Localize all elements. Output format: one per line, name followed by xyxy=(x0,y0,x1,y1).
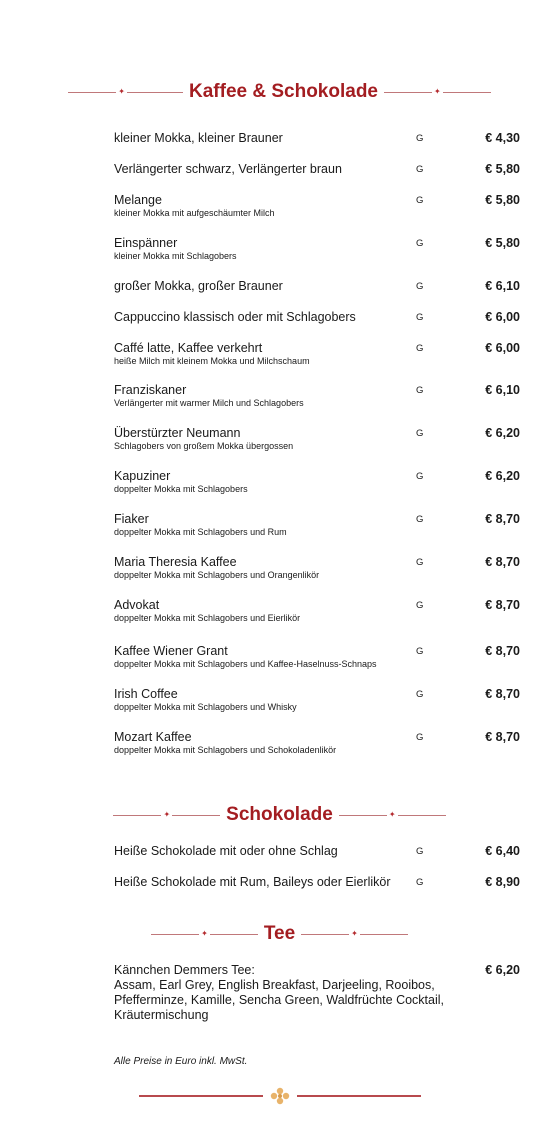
item-mark: G xyxy=(416,846,424,857)
item-name: Heiße Schokolade mit oder ohne Schlag xyxy=(114,844,338,858)
item-mark: G xyxy=(416,238,424,249)
ornament-left xyxy=(68,88,183,96)
item-price: € 8,70 xyxy=(485,644,520,658)
ornament-right xyxy=(339,811,446,819)
item-price: € 6,20 xyxy=(485,426,520,440)
item-name: Einspänner xyxy=(114,236,178,250)
item-price: € 8,70 xyxy=(485,730,520,744)
item-name: Überstürzter Neumann xyxy=(114,426,241,440)
ornament-left xyxy=(151,930,258,938)
item-mark: G xyxy=(416,281,424,292)
item-description: doppelter Mokka mit Schlagobers und Orangenlikör xyxy=(114,570,320,580)
menu-item xyxy=(114,131,520,146)
flower-icon xyxy=(269,1087,291,1105)
item-name: Fiaker xyxy=(114,512,149,526)
ornament-cross-icon: ✦ xyxy=(163,810,171,819)
item-description: Verlängerter mit warmer Milch und Schlagobers xyxy=(114,398,304,408)
ornament-cross-icon: ✦ xyxy=(118,87,125,96)
item-price: € 6,10 xyxy=(485,383,520,397)
item-name: Mozart Kaffee xyxy=(114,730,192,744)
menu-item xyxy=(114,844,520,859)
item-description: doppelter Mokka mit Schlagobers und Whisky xyxy=(114,702,297,712)
item-mark: G xyxy=(416,877,424,888)
item-mark: G xyxy=(416,514,424,525)
menu-item xyxy=(114,469,520,495)
item-description: doppelter Mokka mit Schlagobers und Rum xyxy=(114,527,287,537)
menu-item xyxy=(114,310,520,325)
menu-item xyxy=(114,644,520,670)
item-mark: G xyxy=(416,133,424,144)
item-description: doppelter Mokka mit Schlagobers xyxy=(114,484,248,494)
item-name: Heiße Schokolade mit Rum, Baileys oder Eierlikör xyxy=(114,875,391,889)
item-description: doppelter Mokka mit Schlagobers und Eierlikör xyxy=(114,613,301,623)
menu-item xyxy=(114,341,520,367)
item-name: Irish Coffee xyxy=(114,687,178,701)
item-description: doppelter Mokka mit Schlagobers und Schokoladenlikör xyxy=(114,745,337,755)
item-price: € 5,80 xyxy=(485,236,520,250)
item-price: € 6,10 xyxy=(485,279,520,293)
item-price: € 6,00 xyxy=(485,310,520,324)
section-title: Kaffee & Schokolade xyxy=(189,81,378,102)
item-mark: G xyxy=(416,195,424,206)
item-mark: G xyxy=(416,164,424,175)
item-name: Advokat xyxy=(114,598,160,612)
item-mark: G xyxy=(416,732,424,743)
item-name: Maria Theresia Kaffee xyxy=(114,555,237,569)
ornament-right xyxy=(301,930,408,938)
menu-item xyxy=(114,875,520,890)
item-price: € 8,90 xyxy=(485,875,520,889)
item-mark: G xyxy=(416,689,424,700)
menu-item xyxy=(114,426,520,452)
item-name: Kännchen Demmers Tee: xyxy=(114,963,255,977)
item-mark: G xyxy=(416,428,424,439)
ornament-cross-icon: ✦ xyxy=(351,929,358,938)
price-footnote: Alle Preise in Euro inkl. MwSt. xyxy=(114,1056,248,1067)
menu-item xyxy=(114,598,520,624)
item-name: Cappuccino klassisch oder mit Schlagobers xyxy=(114,310,356,324)
menu-item xyxy=(114,730,520,756)
item-price: € 8,70 xyxy=(485,555,520,569)
section-heading-tee xyxy=(0,923,559,945)
section-title: Schokolade xyxy=(226,804,333,825)
ornament-cross-icon: ✦ xyxy=(434,87,441,96)
item-price: € 8,70 xyxy=(485,687,520,701)
section-title: Tee xyxy=(263,923,296,944)
item-description: Assam, Earl Grey, English Breakfast, Darjeeling, Rooibos, Pfefferminze, Kamille, Sencha Green, Waldfrüchte Cocktail, Kräutermischung xyxy=(114,978,445,1022)
menu-item xyxy=(114,383,520,409)
item-description: heiße Milch mit kleinem Mokka und Milchschaum xyxy=(114,356,310,366)
item-price: € 4,30 xyxy=(485,131,520,145)
menu-item xyxy=(114,193,520,219)
item-description: kleiner Mokka mit aufgeschäumter Milch xyxy=(114,208,275,218)
item-price: € 6,20 xyxy=(485,963,520,977)
item-price: € 8,70 xyxy=(485,512,520,526)
item-price: € 6,20 xyxy=(485,469,520,483)
ornament-left xyxy=(113,811,220,819)
menu-item xyxy=(114,687,520,713)
section-heading-kaffee xyxy=(0,81,559,103)
menu-item xyxy=(114,162,520,177)
item-mark: G xyxy=(416,471,424,482)
ornament-right xyxy=(384,88,491,96)
item-name: Verlängerter schwarz, Verlängerter braun xyxy=(114,162,342,176)
menu-item xyxy=(114,236,520,262)
menu-item-tee xyxy=(114,963,520,1023)
section-heading-schokolade xyxy=(0,804,559,826)
item-mark: G xyxy=(416,343,424,354)
item-description: kleiner Mokka mit Schlagobers xyxy=(114,251,237,261)
menu-item xyxy=(114,279,520,294)
item-description: Schlagobers von großem Mokka übergossen xyxy=(114,441,294,451)
item-description: doppelter Mokka mit Schlagobers und Kaffee-Haselnuss-Schnaps xyxy=(114,659,377,669)
item-name: Melange xyxy=(114,193,162,207)
item-name: Caffé latte, Kaffee verkehrt xyxy=(114,341,263,355)
item-mark: G xyxy=(416,600,424,611)
item-mark: G xyxy=(416,385,424,396)
item-name: Franziskaner xyxy=(114,383,187,397)
ornament-cross-icon: ✦ xyxy=(201,929,208,938)
item-mark: G xyxy=(416,646,424,657)
item-name: kleiner Mokka, kleiner Brauner xyxy=(114,131,283,145)
item-price: € 6,40 xyxy=(485,844,520,858)
ornament-cross-icon: ✦ xyxy=(388,810,396,819)
item-name: Kapuziner xyxy=(114,469,171,483)
item-mark: G xyxy=(416,312,424,323)
item-price: € 6,00 xyxy=(485,341,520,355)
item-mark: G xyxy=(416,557,424,568)
bottom-ornament xyxy=(0,1087,559,1105)
menu-item xyxy=(114,512,520,538)
item-name: Kaffee Wiener Grant xyxy=(114,644,228,658)
menu-item xyxy=(114,555,520,581)
item-name: großer Mokka, großer Brauner xyxy=(114,279,283,293)
item-price: € 8,70 xyxy=(485,598,520,612)
item-price: € 5,80 xyxy=(485,193,520,207)
item-price: € 5,80 xyxy=(485,162,520,176)
